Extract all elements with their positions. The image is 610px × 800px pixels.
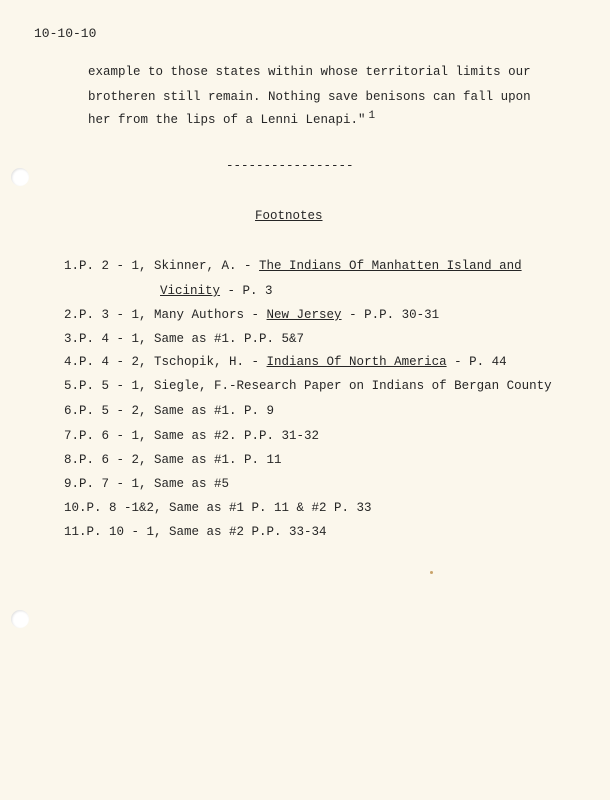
footnote-title: The Indians Of Manhatten Island and [259,259,522,273]
footnote-text: P. 6 - 2, Same as #1. P. 11 [79,453,282,467]
quote-line-1: example to those states within whose territorial limits our [88,65,531,79]
footnote-prefix: P. 4 - 2, Tschopik, H. - [79,355,267,369]
footnote-number: 7. [64,429,80,443]
footnote-2 [64,307,439,323]
footnote-text: P. 6 - 1, Same as #2. P.P. 31-32 [79,429,320,443]
footnote-number: 11. [64,525,87,539]
footnote-suffix: - P.P. 30-31 [341,308,440,322]
footnote-text: P. 5 - 1, Siegle, F.-Research Paper on Indians of Bergan County [79,379,552,393]
footnote-title: Indians Of North America [266,355,447,369]
footnote-text: P. 8 -1&2, Same as #1 P. 11 & #2 P. 33 [86,501,372,515]
footnote-1 [64,258,522,274]
footnote-5 [64,378,552,394]
footnote-8 [64,452,282,468]
footnote-number: 2. [64,308,80,322]
punch-hole-bottom [11,610,29,628]
punch-hole-top [11,168,29,186]
footnote-number: 10. [64,501,87,515]
footnote-9 [64,476,229,492]
footnote-number: 8. [64,453,80,467]
footnote-7 [64,428,319,444]
section-divider: ----------------- [226,159,354,173]
footnote-text: P. 10 - 1, Same as #2 P.P. 33-34 [86,525,327,539]
footnote-text: P. 4 - 1, Same as #1. P.P. 5&7 [79,332,305,346]
footnote-number: 5. [64,379,80,393]
paper-speck [430,571,433,574]
footnote-11 [64,524,327,540]
footnote-number: 9. [64,477,80,491]
footnote-suffix: - P. 3 [220,284,273,298]
footnote-number: 4. [64,355,80,369]
footnote-1-continuation [160,283,273,299]
footnote-3 [64,331,304,347]
footnote-10 [64,500,372,516]
footnote-suffix: - P. 44 [446,355,507,369]
footnote-text: P. 5 - 2, Same as #1. P. 9 [79,404,275,418]
footnote-number: 1. [64,259,80,273]
footnote-title-cont: Vicinity [160,284,221,298]
quote-line-3 [88,112,375,129]
footnote-6 [64,403,274,419]
footnote-4 [64,354,507,370]
quote-line-3-text: her from the lips of a Lenni Lenapi." [88,113,366,127]
footnote-prefix: P. 2 - 1, Skinner, A. - [79,259,260,273]
footnote-text: P. 7 - 1, Same as #5 [79,477,230,491]
quote-line-2: brotheren still remain. Nothing save benisons can fall upon [88,90,531,104]
footnote-number: 6. [64,404,80,418]
page-identifier: 10-10-10 [34,26,97,41]
footnotes-heading: Footnotes [255,209,323,223]
footnote-title: New Jersey [266,308,342,322]
footnote-number: 3. [64,332,80,346]
footnote-reference-mark: 1 [368,110,376,122]
footnote-prefix: P. 3 - 1, Many Authors - [79,308,267,322]
